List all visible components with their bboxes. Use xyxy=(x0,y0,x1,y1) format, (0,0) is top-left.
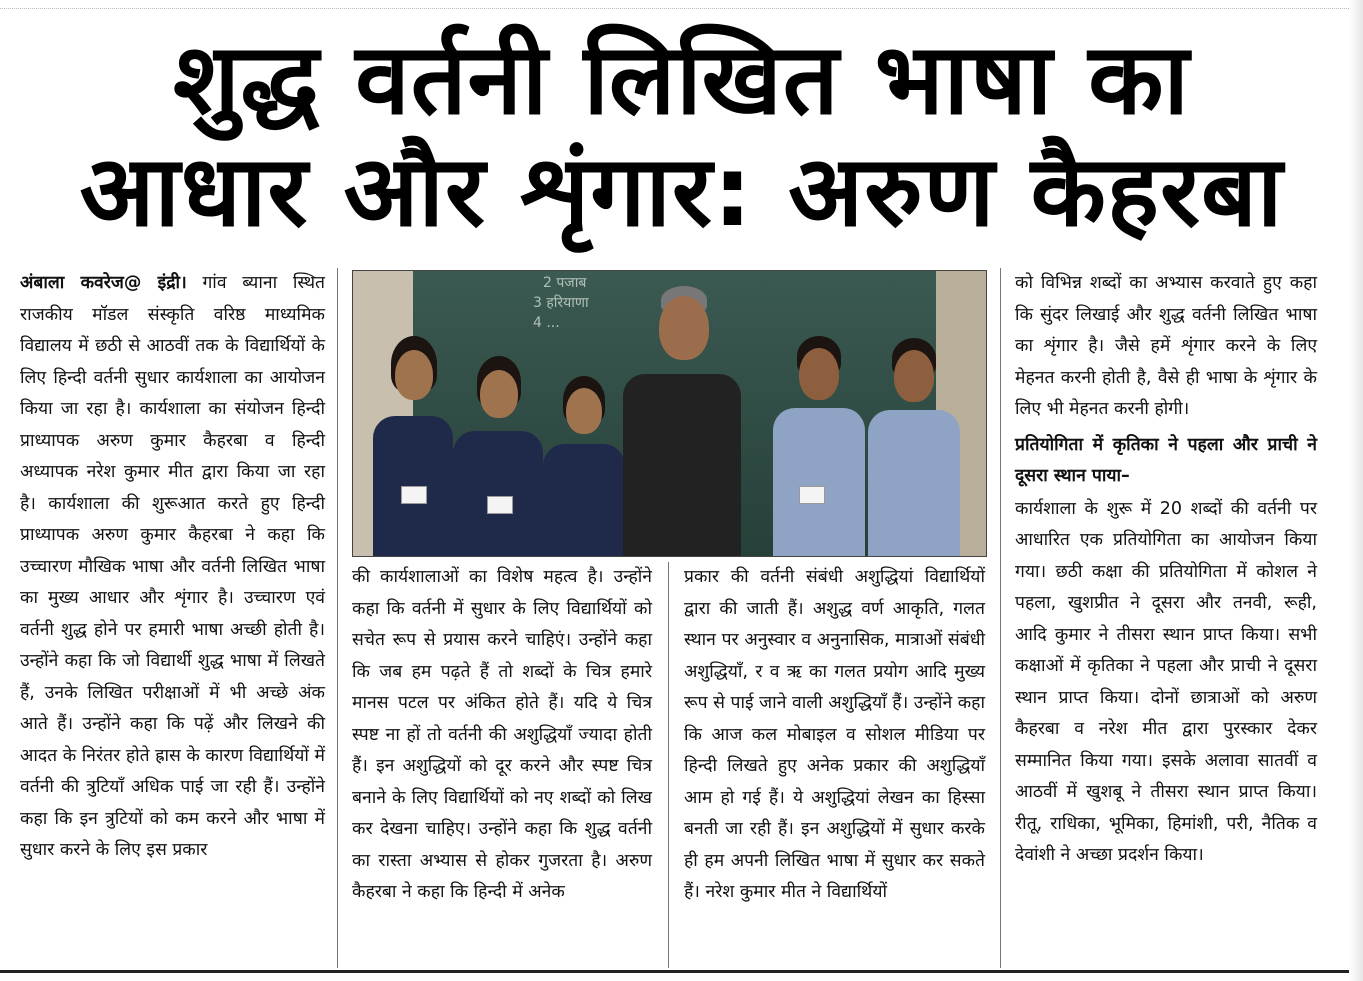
column-divider xyxy=(1000,268,1001,968)
column-4-text-1: को विभिन्न शब्दों का अभ्यास करवाते हुए कहा कि सुंदर लिखाई और शुद्ध वर्तनी लिखित भाषा का शृंगार है। जैसे हमें शृंगार करने के लिए मेहनत करनी होती है, वैसे ही भाषा के शृंगार के लिए भी मेहनत करनी होगी। xyxy=(1015,273,1317,419)
column-2-text: की कार्यशालाओं का विशेष महत्व है। उन्होंने कहा कि वर्तनी में सुधार के लिए विद्यार्थियों को सचेत रूप से प्रयास करने चाहिएं। उन्होंने कहा कि जब हम पढ़ते हैं तो शब्दों के चित्र हमारे मानस पटल पर अंकित होते हैं। यदि ये चित्र स्पष्ट ना हों तो वर्तनी की अशुद्धियाँ ज्यादा होती हैं। इन अशुद्धियों को दूर करने और स्पष्ट चित्र बनाने के लिए विद्यार्थियों को नए शब्दों को लिख कर देखना चाहिए। उन्होंने कहा कि शुद्ध वर्तनी का रास्ता अभ्यास से होकर गुजरता है। अरुण कैहरबा ने कहा कि हिन्दी में अनेक xyxy=(352,567,652,902)
chalk-text-3: 4 ... xyxy=(533,315,560,331)
page-edge-shadow xyxy=(1349,0,1363,981)
headline-line-2: आधार और शृंगार: अरुण कैहरबा xyxy=(79,135,1284,249)
headline xyxy=(20,24,1343,248)
article-photo xyxy=(352,270,987,557)
student-2 xyxy=(453,356,543,556)
article-column-2 xyxy=(352,562,652,909)
chalk-text-2: 3 हरियाणा xyxy=(533,295,589,311)
student-1 xyxy=(373,336,453,556)
column-1-text: गांव ब्याना स्थित राजकीय मॉडल संस्कृति वरिष्ठ माध्यमिक विद्यालय में छठी से आठवीं तक के विद्यार्थियों के लिए हिन्दी वर्तनी सुधार कार्यशाला का आयोजन किया जा रहा है। कार्यशाला का संयोजन हिन्दी प्राध्यापक अरुण कुमार कैहरबा व हिन्दी अध्यापक नरेश कुमार मीत द्वारा किया जा रहा है। कार्यशाला की शुरूआत करते हुए हिन्दी प्राध्यापक अरुण कुमार कैहरबा ने कहा कि उच्चारण मौखिक भाषा और वर्तनी लिखित भाषा का मुख्य आधार और शृंगार है। उच्चारण एवं वर्तनी शुद्ध होने पर हमारी भाषा अच्छी होती है। उन्होंने कहा कि जो विद्यार्थी शुद्ध भाषा में लिखते हैं, उनके लिखित परीक्षाओं में भी अच्छे अंक आते हैं। उन्होंने कहा कि पढ़ें और लिखने की आदत के निरंतर होते ह्रास के कारण विद्यार्थियों में वर्तनी की त्रुटियाँ अधिक पाई जा रही हैं। उन्होंने कहा कि इन त्रुटियों को कम करने और भाषा में सुधार करने के लिए इस प्रकार xyxy=(20,273,325,860)
student-5 xyxy=(868,338,960,556)
article-column-3 xyxy=(684,562,985,909)
footer-rule xyxy=(0,970,1363,973)
article-column-1 xyxy=(20,268,325,867)
student-4 xyxy=(773,336,865,556)
student-3 xyxy=(543,376,625,556)
chalk-text-1: 2 पजाब xyxy=(543,275,587,291)
column-3-text: प्रकार की वर्तनी संबंधी अशुद्धियां विद्यार्थियों द्वारा की जाती हैं। अशुद्ध वर्ण आकृति, गलत स्थान पर अनुस्वार व अनुनासिक, मात्राओं संबंधी अशुद्धियाँ, र व ऋ का गलत प्रयोग आदि मुख्य रूप से पाई जाने वाली अशुद्धियाँ हैं। उन्होंने कहा कि आज कल मोबाइल व सोशल मीडिया पर हिन्दी लिखते हुए अनेक प्रकार की अशुद्धियाँ आम हो गई हैं। ये अशुद्धियां लेखन का हिस्सा बनती जा रही हैं। इन अशुद्धियों में सुधार करके ही हम अपनी लिखित भाषा में सुधार कर सकते हैं। नरेश कुमार मीत ने विद्यार्थियों xyxy=(684,567,985,902)
subheading: प्रतियोगिता में कृतिका ने पहला और प्राची ने दूसरा स्थान पाया– xyxy=(1015,434,1317,486)
headline-line-1: शुद्ध वर्तनी लिखित भाषा का xyxy=(173,23,1190,137)
column-4-text-2: कार्यशाला के शुरू में 20 शब्दों की वर्तनी पर आधारित एक प्रतियोगिता का आयोजन किया गया। छठी कक्षा की प्रतियोगिता में कोशल ने पहला, खुशप्रीत ने दूसरा और तनवी, रूही, आदि कुमार ने तीसरा स्थान प्राप्त किया। सभी कक्षाओं में कृतिका ने पहला और प्राची ने दूसरा स्थान प्राप्त किया। दोनों छात्राओं को अरुण कैहरबा व नरेश मीत द्वारा पुरस्कार देकर सम्मानित किया गया। इसके अलावा सातवीं व आठवीं में खुशबू ने तीसरा स्थान प्राप्त किया। रीतू, राधिका, भूमिका, हिमांशी, परी, नैतिक व देवांशी ने अच्छा प्रदर्शन किया। xyxy=(1015,498,1317,865)
top-strip xyxy=(0,0,1363,9)
article-column-4 xyxy=(1015,268,1317,872)
teacher xyxy=(623,286,741,556)
column-divider xyxy=(337,268,338,968)
column-divider xyxy=(668,562,669,968)
dateline: अंबाला कवरेज@ इंद्री। xyxy=(20,273,187,293)
